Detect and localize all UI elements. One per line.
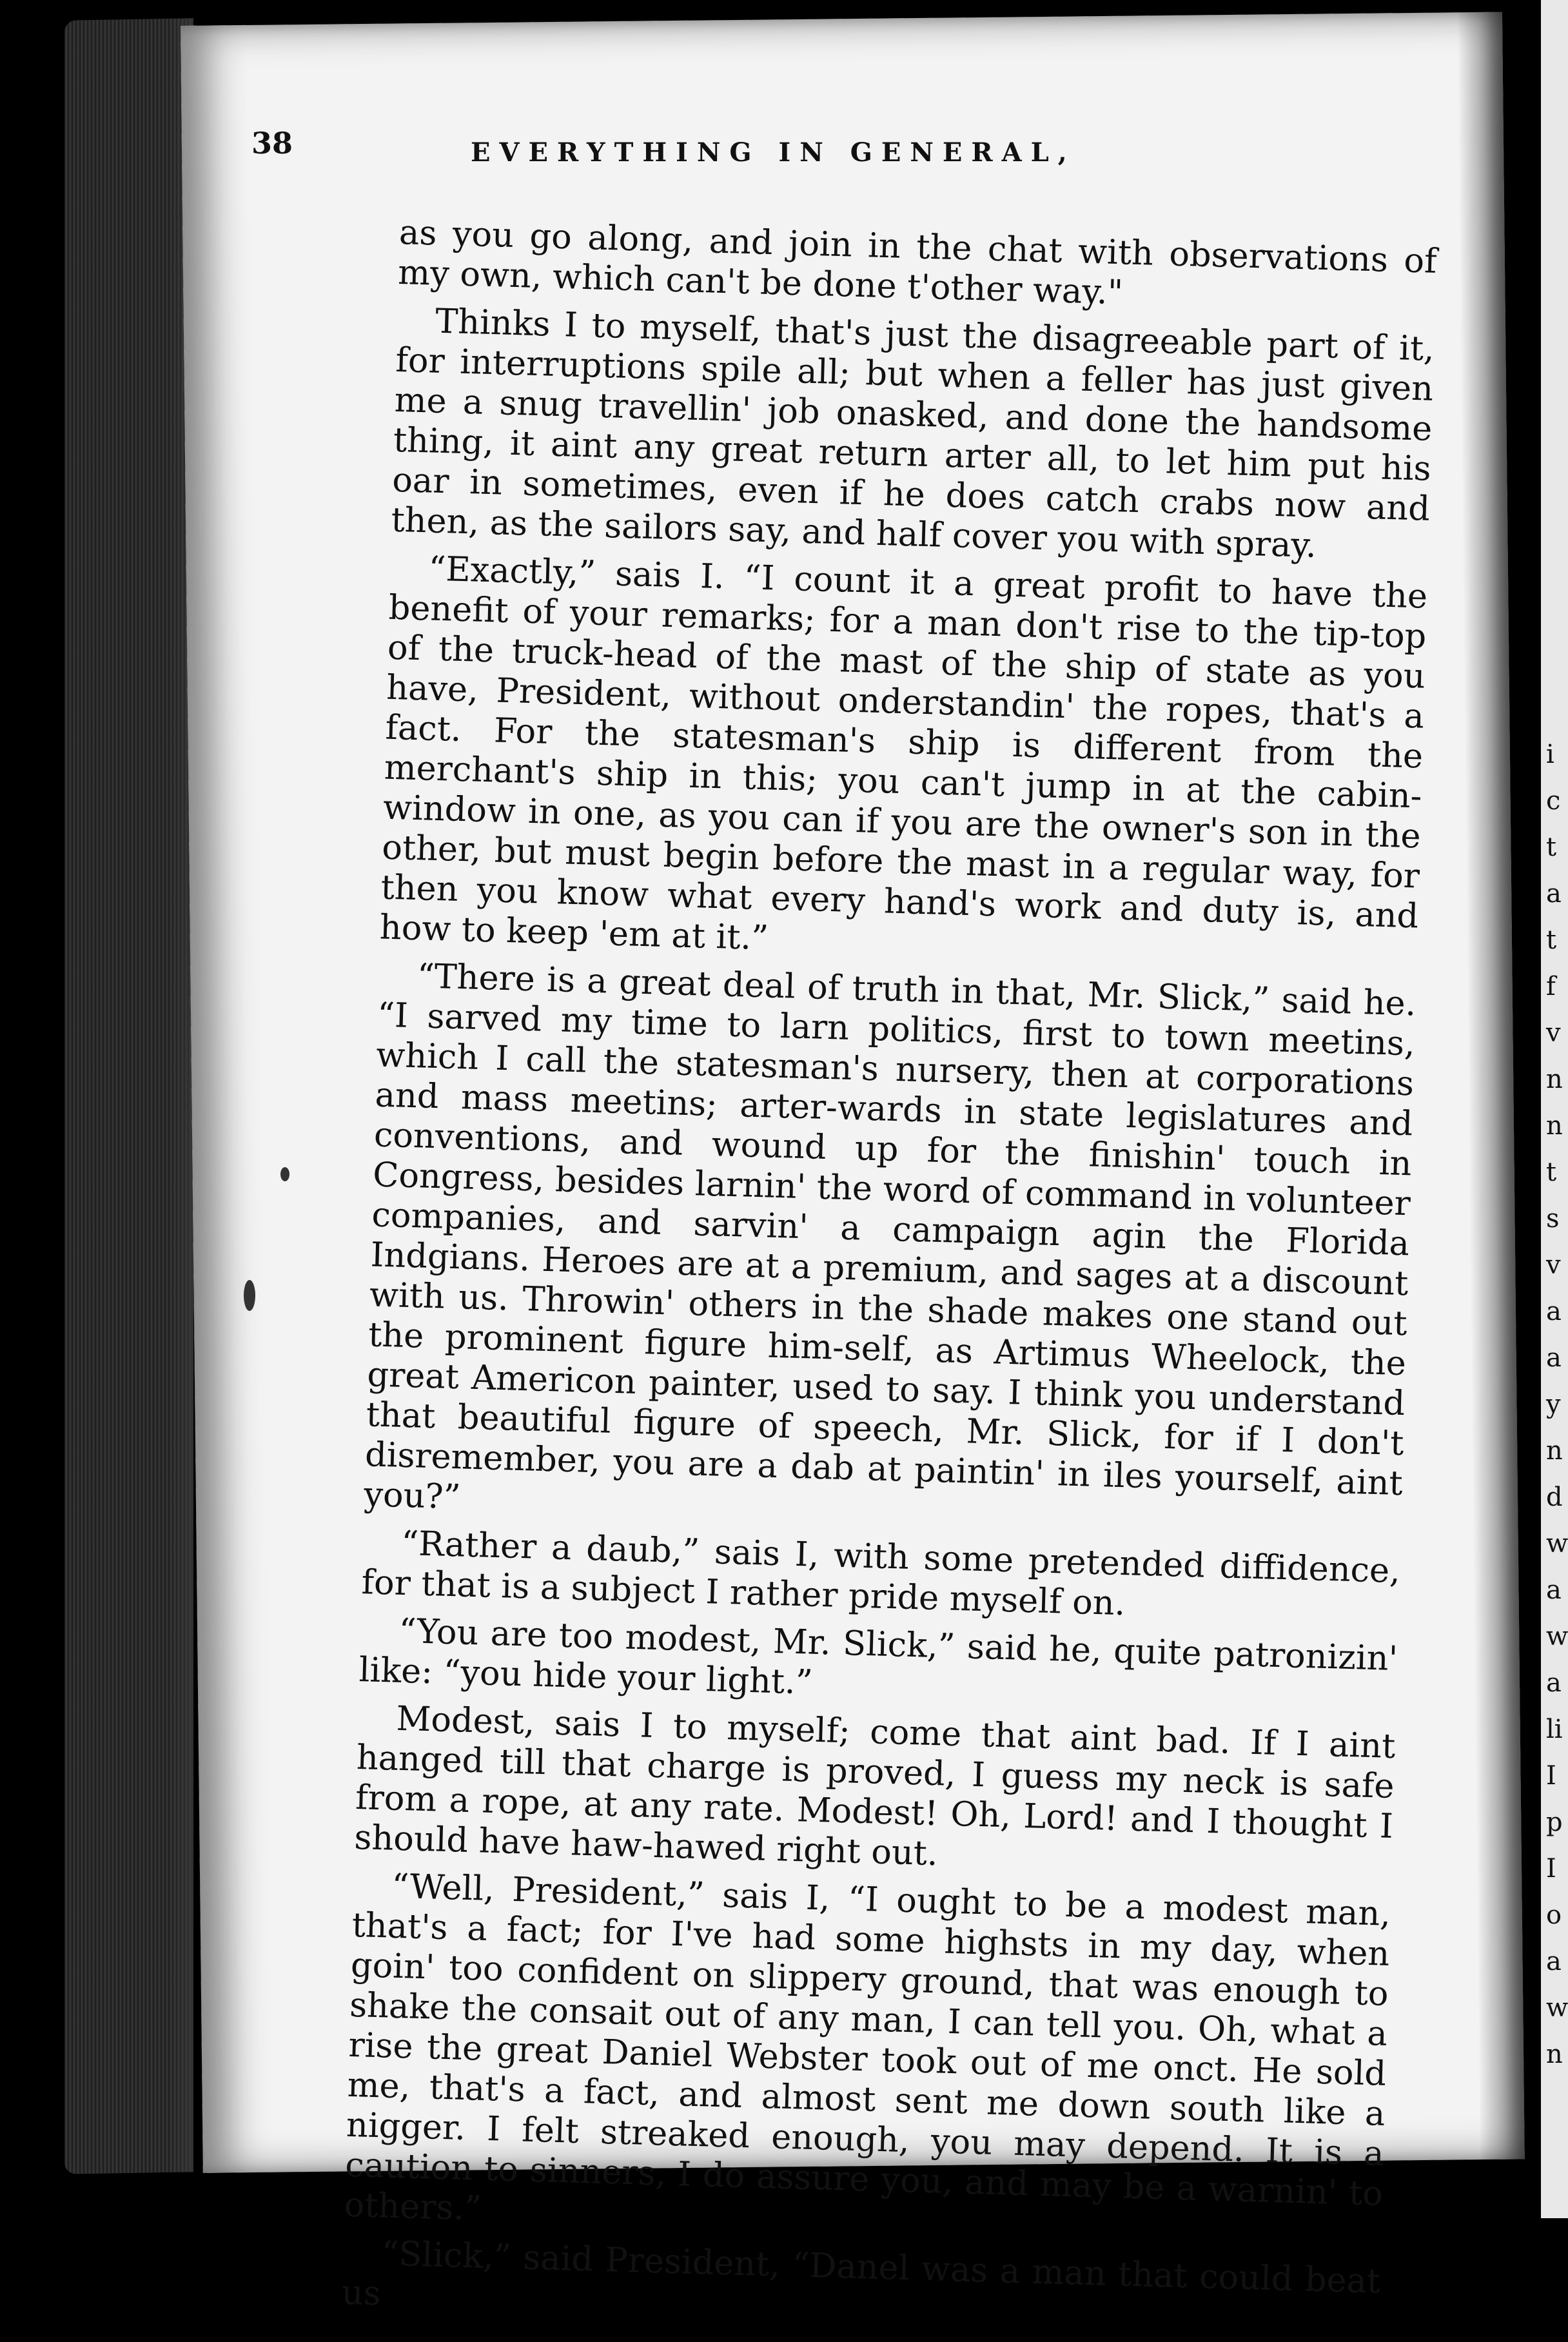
facing-page-letter: f (1546, 972, 1556, 1001)
facing-page-letter: c (1546, 786, 1561, 816)
paragraph: “Exactly,” sais I. “I count it a great profit to have the benefit of your remarks; for a man don't rise to the tip-top of the truck-head of the mast of the ship of state as you have, President, without onderstandin' the ropes, that's a fact. For the statesman's ship is different from the merchant's ship in this; you can't jump in at the cabin-window in one, as you can if you are the owner's son in the other, but must begin before the mast in a regular way, for then you know what every hand's work and duty is, and how to keep 'em at it.” (379, 549, 1428, 958)
running-head-title: EVERYTHING IN GENERAL, (471, 137, 1076, 168)
paragraph: “You are too modest, Mr. Slick,” said he, quite patronizin' like: “you hide your light.” (358, 1611, 1398, 1702)
facing-page-letter: w (1546, 1622, 1568, 1651)
facing-page-letter: li (1546, 1715, 1563, 1744)
paragraph: “Well, President,” sais I, “I ought to be a modest man, that's a fact; for I've had some highsts in my day, when goin' too confident on slippery ground, that was enough to shake the consait out of any man, I can tell you. Oh, what a rise the great Daniel Webster took out of me onct. He sold me, that's a fact, and almost sent me down south like a nigger. I felt streaked enough, you may depend. It is a caution to sinners, I do assure you, and may be a warnin' to others.” (343, 1866, 1391, 2229)
facing-page-letter: i (1546, 740, 1554, 769)
paragraph: “Slick,” said President, “Danel was a man that could beat us (341, 2234, 1381, 2314)
paragraph: Modest, sais I to myself; come that aint bad. If I aint hanged till that charge is proved, I guess my neck is safe from a rope, at any rate. Modest! Oh, Lord! and I thought I should have haw-hawed right out. (353, 1698, 1396, 1874)
body-text (341, 213, 1437, 2342)
facing-page-letter: a (1546, 1343, 1562, 1373)
page-edges (64, 18, 193, 2174)
facing-page-letter: v (1546, 1250, 1561, 1280)
paragraph: Thinks I to myself, that's just the disagreeable part of it, for interruptions spile all; but when a feller has just given me a snug travellin' job onasked, and done the handsome thing, it aint any great return arter all, to let him put his oar in sometimes, even if he does catch crabs now and then, as the sailors say, and half cover you with spray. (390, 301, 1435, 566)
facing-page-letter: w (1546, 1529, 1568, 1559)
facing-page-letter: n (1546, 1065, 1563, 1094)
facing-page-letter: a (1546, 1575, 1562, 1605)
facing-page-letter: n (1546, 2040, 1563, 2069)
facing-page-letter: s (1546, 1204, 1560, 1234)
facing-page-letter: n (1546, 1436, 1563, 1466)
facing-page-letter: w (1546, 1993, 1568, 2023)
facing-page-letter: y (1546, 1390, 1561, 1419)
facing-page-letter: v (1546, 1018, 1561, 1048)
facing-page-letter: n (1546, 1111, 1563, 1141)
ink-speck (280, 1167, 289, 1181)
paragraph: as you go along, and join in the chat with observations of my own, which can't be done t'other way." (397, 213, 1438, 313)
running-head (251, 126, 1412, 177)
gutter-shadow (1457, 12, 1525, 2160)
facing-page-letter: t (1546, 925, 1557, 955)
facing-page-letter: a (1546, 1668, 1562, 1698)
facing-page-strip (1541, 0, 1568, 2218)
facing-page-letter: a (1546, 1947, 1562, 1976)
facing-page-letter: p (1546, 1807, 1563, 1837)
facing-page-letter: a (1546, 1297, 1562, 1326)
ink-speck (244, 1280, 255, 1311)
page-number: 38 (251, 126, 293, 161)
facing-page-letter: d (1546, 1482, 1563, 1512)
facing-page-letter: t (1546, 832, 1557, 862)
paragraph: “There is a great deal of truth in that, Mr. Slick,” said he. “I sarved my time to larn politics, first to town meetins, which I call the statesman's nursery, then at corporations and mass meetins; arter-wards in state legislatures and conventions, and wound up for the finishin' touch in Congress, besides larnin' the word of command in volunteer companies, and sarvin' a campaign agin the Florida Indgians. Heroes are at a premium, and sages at a discount with us. Throwin' others in the shade makes one stand out the prominent figure him-self, as Artimus Wheelock, the great Americon painter, used to say. I think you understand that beautiful figure of speech, Mr. Slick, for if I don't disremember, you are a dab at paintin' in iles yourself, aint you?” (363, 956, 1417, 1517)
facing-page-letter: t (1546, 1157, 1557, 1187)
facing-page-letter: o (1546, 1900, 1562, 1930)
facing-page-letter: I (1546, 1761, 1556, 1791)
facing-page-letter: I (1546, 1854, 1556, 1884)
facing-page-letter: a (1546, 879, 1562, 909)
paragraph: “Rather a daub,” sais I, with some pretended diffidence, for that is a subject I rather pride myself on. (360, 1523, 1401, 1624)
